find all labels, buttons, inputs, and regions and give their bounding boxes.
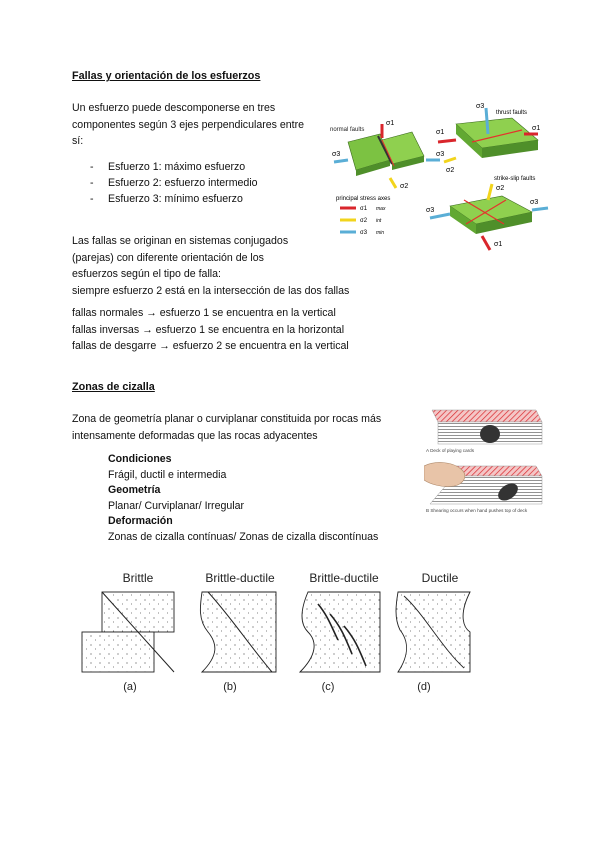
text-line: fallas de desgarre → esfuerzo 2 se encuentra en la vertical xyxy=(72,340,349,352)
text-line: fallas inversas → esfuerzo 1 se encuentra en la horizontal xyxy=(72,323,345,336)
sigma1-label: σ1 xyxy=(532,125,541,132)
sigma2-label: σ2 xyxy=(400,183,409,190)
circle-marker xyxy=(480,425,500,443)
panel-brittle-ductile-b xyxy=(200,592,276,672)
cizalla-items xyxy=(108,452,378,545)
text-line: Zona de geometría planar o curviplanar constituida por rocas más xyxy=(72,413,382,425)
caption-b: B Shearing occurs when hand pushes top of deck xyxy=(426,508,528,513)
text-line: (parejas) con diferente orientación de los xyxy=(72,251,264,264)
sigma3-label: σ3 xyxy=(476,103,485,110)
panel-title: Ductile xyxy=(421,571,459,585)
item-heading: Condiciones xyxy=(108,453,172,465)
legend-txt: min xyxy=(376,230,385,236)
sigma3-label: σ3 xyxy=(332,151,341,158)
item-text: Zonas de cizalla contínuas/ Zonas de cizalla discontínuas xyxy=(108,530,379,543)
sigma3-label: σ3 xyxy=(426,207,435,214)
panel-title: Brittle-ductile xyxy=(205,571,275,585)
section-title-fallas: Fallas y orientación de los esfuerzos xyxy=(72,70,261,82)
text-line: esfuerzos según el tipo de falla: xyxy=(72,268,221,280)
sigma1-label: σ1 xyxy=(386,120,395,127)
card-deck-figure xyxy=(424,404,546,534)
text-line: siempre esfuerzo 2 está en la intersección de las dos fallas xyxy=(72,284,350,297)
intro-paragraph xyxy=(72,100,304,150)
normal-fault-block xyxy=(348,132,424,176)
legend-sym: σ3 xyxy=(360,230,368,236)
panel-brittle-ductile-c xyxy=(300,592,380,672)
item-heading: Geometría xyxy=(108,484,161,496)
panel-label: (a) xyxy=(123,681,137,693)
sigma3-label: σ3 xyxy=(530,199,539,206)
sigma1-label: σ1 xyxy=(494,241,503,248)
item-text: Planar/ Curviplanar/ Irregular xyxy=(108,499,245,512)
legend-txt: max xyxy=(376,206,386,212)
text-line: Las fallas se originan en sistemas conjugados xyxy=(72,235,289,247)
text-line: sí: xyxy=(72,135,84,147)
legend-txt: int xyxy=(376,218,382,224)
sigma3-label: σ3 xyxy=(436,151,445,158)
sigma1-label: σ1 xyxy=(436,129,445,136)
section-title-cizalla: Zonas de cizalla xyxy=(72,381,155,393)
thrust-faults-label: thrust faults xyxy=(496,110,528,116)
item-text: Frágil, ductil e intermedia xyxy=(108,468,227,481)
fault-stress-figure xyxy=(326,100,552,256)
sigma2-label: σ2 xyxy=(496,185,505,192)
shear-zone-figure xyxy=(80,570,480,694)
text-line: fallas normales → esfuerzo 1 se encuentra en la vertical xyxy=(72,307,336,319)
strike-slip-block xyxy=(450,196,532,234)
panel-label: (b) xyxy=(223,681,237,693)
sigma2-label: σ2 xyxy=(446,167,455,174)
text-line: componentes según 3 ejes perpendiculares entre xyxy=(72,118,305,131)
text-line: intensamente deformadas que las rocas adyacentes xyxy=(72,429,318,442)
thrust-fault-block xyxy=(456,118,541,158)
panel-title: Brittle xyxy=(122,571,154,585)
legend-sym: σ2 xyxy=(360,218,368,224)
axes-title: principal stress axes xyxy=(336,196,391,202)
fault-rules xyxy=(72,305,349,355)
deck-top xyxy=(432,410,542,422)
panel-title: Brittle-ductile xyxy=(309,571,379,585)
panel-label: (c) xyxy=(321,681,335,693)
panel-label: (d) xyxy=(417,681,431,693)
legend-sym: σ1 xyxy=(360,206,368,212)
normal-faults-label: normal faults xyxy=(330,127,365,133)
cizalla-intro xyxy=(72,411,381,444)
item-heading: Deformación xyxy=(108,515,173,527)
caption-a: A Deck of playing cards xyxy=(426,448,475,453)
panel-ductile xyxy=(396,592,470,672)
text-line: Un esfuerzo puede descomponerse en tres xyxy=(72,102,276,114)
strike-slip-label: strike-slip faults xyxy=(494,176,536,182)
faults-paragraph xyxy=(72,233,349,299)
panel-brittle xyxy=(82,592,174,672)
